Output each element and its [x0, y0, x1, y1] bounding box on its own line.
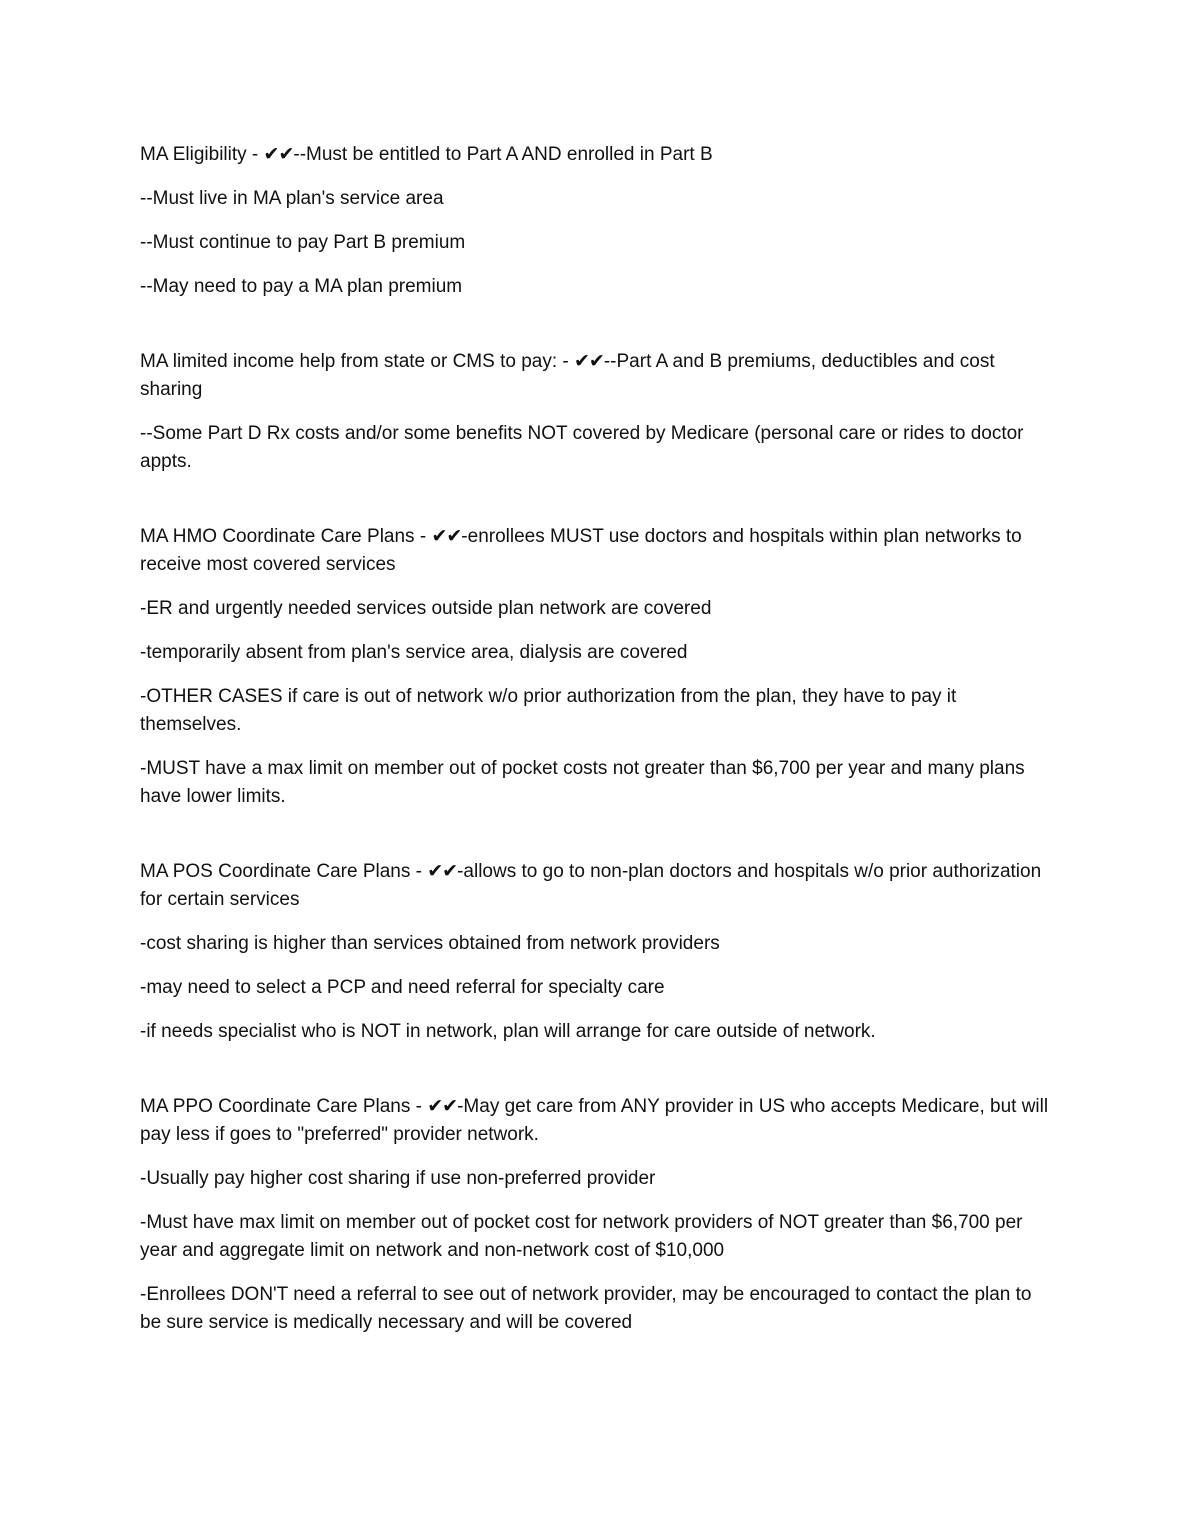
section-ma-ppo: [140, 1092, 1055, 1337]
section-line: -temporarily absent from plan's service area, dialysis are covered: [140, 642, 688, 663]
section-line: -may need to select a PCP and need referral for specialty care: [140, 977, 665, 998]
section-line: --May need to pay a MA plan premium: [140, 276, 463, 297]
section-heading-line: [140, 140, 1055, 169]
section-line: --Must continue to pay Part B premium: [140, 232, 466, 253]
section-line: --Must live in MA plan's service area: [140, 188, 444, 209]
section-line: -Enrollees DON'T need a referral to see out of network provider, may be encouraged to contact the plan to be sure service is medically necessary and will be covered: [140, 1284, 1032, 1333]
section-title: MA PPO Coordinate Care Plans -: [140, 1096, 428, 1117]
section-title: MA limited income help from state or CMS to pay: -: [140, 351, 574, 372]
section-line: --Some Part D Rx costs and/or some benefits NOT covered by Medicare (personal care or rides to doctor appts.: [140, 423, 1024, 472]
section-heading-line: [140, 1092, 1055, 1149]
section-title: MA POS Coordinate Care Plans -: [140, 861, 428, 882]
section-first-line: -allows to go to non-plan doctors and hospitals w/o prior authorization for certain services: [140, 861, 1042, 910]
section-line: -Must have max limit on member out of pocket cost for network providers of NOT greater than $6,700 per year and aggregate limit on network and non-network cost of $10,000: [140, 1212, 1023, 1261]
section-line: -if needs specialist who is NOT in network, plan will arrange for care outside of network.: [140, 1021, 876, 1042]
double-checkmark-icon: ✔✔: [431, 525, 462, 547]
section-first-line: -enrollees MUST use doctors and hospitals within plan networks to receive most covered services: [140, 526, 1022, 575]
double-checkmark-icon: ✔✔: [263, 143, 294, 165]
section-line: -OTHER CASES if care is out of network w/o prior authorization from the plan, they have to pay it themselves.: [140, 686, 957, 735]
section-ma-hmo: [140, 522, 1055, 811]
double-checkmark-icon: ✔✔: [427, 860, 458, 882]
document-page: [140, 140, 1055, 1337]
section-line: -ER and urgently needed services outside plan network are covered: [140, 598, 712, 619]
section-first-line: --Part A and B premiums, deductibles and cost sharing: [140, 351, 995, 400]
section-first-line: -May get care from ANY provider in US who accepts Medicare, but will pay less if goes to "preferred" provider network.: [140, 1096, 1049, 1145]
section-ma-pos: [140, 857, 1055, 1046]
double-checkmark-icon: ✔✔: [427, 1095, 458, 1117]
section-heading-line: [140, 522, 1055, 579]
double-checkmark-icon: ✔✔: [574, 350, 604, 372]
section-line: -Usually pay higher cost sharing if use non-preferred provider: [140, 1168, 656, 1189]
section-title: MA HMO Coordinate Care Plans -: [140, 526, 432, 547]
section-ma-eligibility: [140, 140, 1055, 301]
section-title: MA Eligibility -: [140, 144, 264, 165]
section-heading-line: [140, 347, 1055, 404]
section-heading-line: [140, 857, 1055, 914]
section-first-line: --Must be entitled to Part A AND enrolled in Part B: [293, 144, 713, 165]
section-line: -cost sharing is higher than services obtained from network providers: [140, 933, 720, 954]
section-line: -MUST have a max limit on member out of pocket costs not greater than $6,700 per year and many plans have lower limits.: [140, 758, 1025, 807]
section-ma-limited-income: [140, 347, 1055, 476]
